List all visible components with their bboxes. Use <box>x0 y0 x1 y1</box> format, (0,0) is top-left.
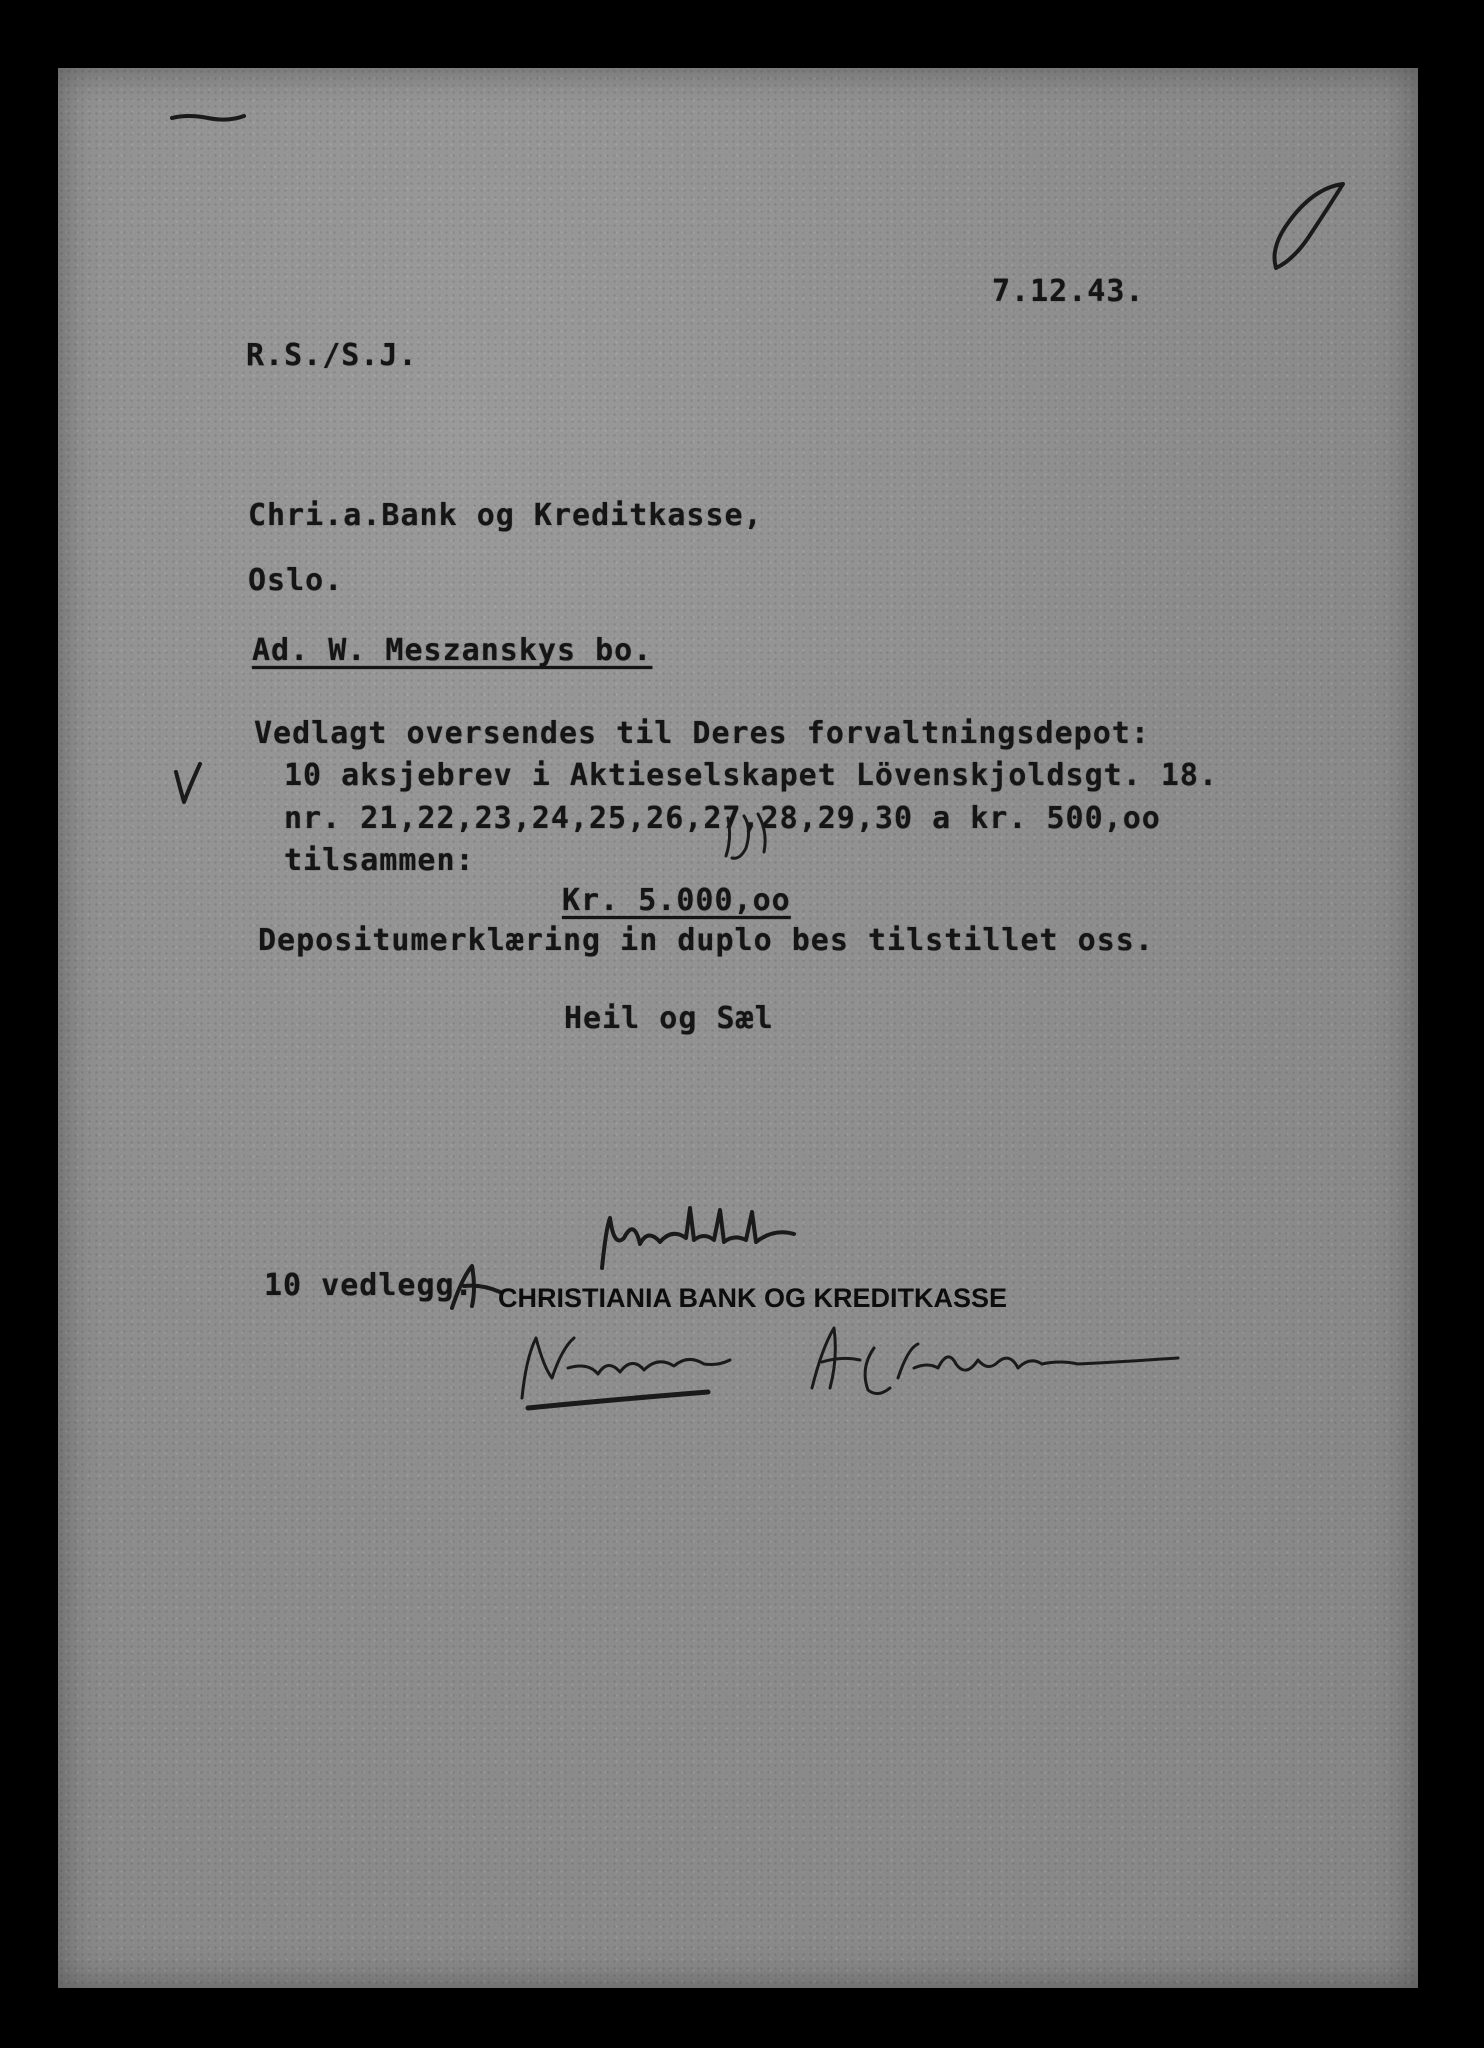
reference-code: R.S./S.J. <box>246 338 418 373</box>
signature-2 <box>798 1308 1198 1418</box>
attachments-count: 10 vedlegg. <box>264 1268 474 1303</box>
bank-stamp: CHRISTIANIA BANK OG KREDITKASSE <box>498 1283 1008 1313</box>
body-line-4: tilsammen: <box>284 843 475 878</box>
signature-1 <box>508 1308 768 1418</box>
document-sheet <box>58 68 1418 1988</box>
body-line-2: 10 aksjebrev i Aktieselskapet Lövenskjoldsgt. 18. <box>284 758 1219 793</box>
initials-mark <box>718 808 788 868</box>
body-line-1: Vedlagt oversendes til Deres forvaltningsdepot: <box>254 716 1150 751</box>
handwritten-mark-top-left <box>168 108 248 128</box>
letter-subject: Ad. W. Meszanskys bo. <box>252 633 653 668</box>
body-line-5: Depositumerklæring in duplo bes tilstillet oss. <box>258 923 1154 958</box>
body-line-3: nr. 21,22,23,24,25,26,27,28,29,30 a kr. 500,oo <box>284 801 1161 836</box>
letter-date: 7.12.43. <box>992 274 1145 309</box>
handwritten-received-note <box>594 1198 814 1278</box>
closing-greeting: Heil og Sæl <box>564 1001 774 1036</box>
recipient-name: Chri.a.Bank og Kreditkasse, <box>248 498 763 533</box>
recipient-city: Oslo. <box>248 563 344 598</box>
handwritten-mark-top-right <box>1268 178 1358 288</box>
check-mark <box>170 758 210 808</box>
total-amount: Kr. 5.000,oo <box>562 883 791 918</box>
